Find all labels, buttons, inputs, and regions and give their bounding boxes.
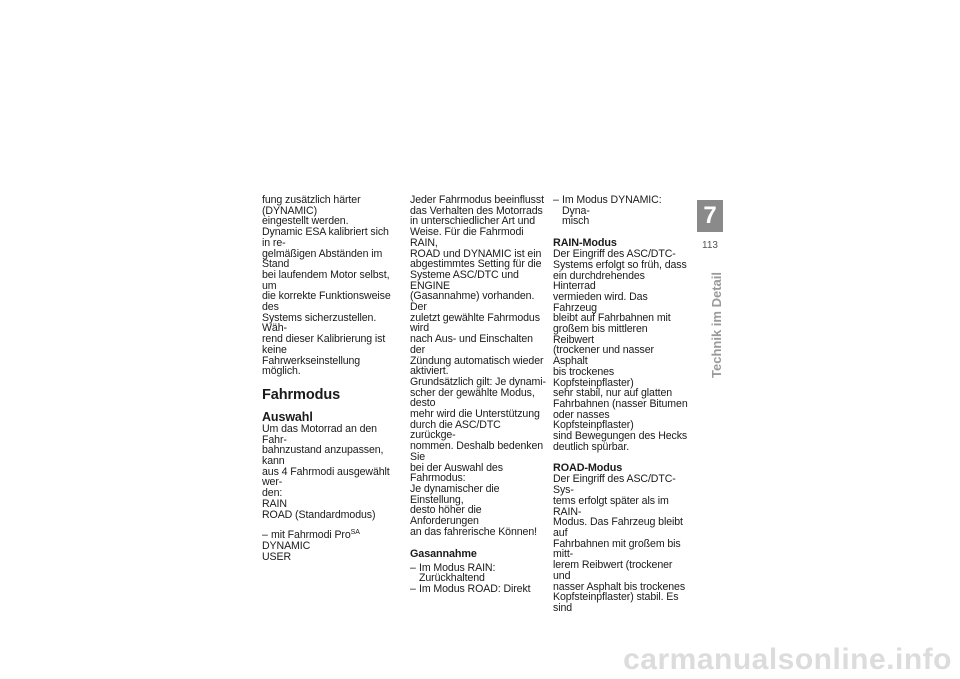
text-line: – Im Modus DYNAMIC: Dyna- — [553, 195, 689, 216]
paragraph — [553, 249, 689, 452]
text-line: Modus. Das Fahrzeug bleibt auf — [553, 516, 683, 539]
paragraph — [410, 377, 546, 538]
text-line: zuletzt gewählte Fahrmodus wird — [410, 311, 540, 335]
text-line: bei der Auswahl des Fahrmodus: — [410, 461, 503, 485]
paragraph — [262, 195, 398, 227]
section-title: Technik im Detail — [709, 272, 724, 378]
paragraph — [410, 195, 546, 377]
subsection-heading: Gasannahme — [410, 547, 477, 560]
text-line: Fahrbahnen mit großem bis mitt- — [553, 537, 681, 561]
text-line: Der Eingriff des ASC/DTC- — [553, 248, 676, 261]
text-line: das Verhalten des Motorrads — [410, 204, 543, 217]
text-line: scher der gewählte Modus, desto — [410, 386, 535, 410]
paragraph — [553, 474, 689, 613]
text-line: Kopfsteinpflaster) stabil. Es sind — [553, 591, 679, 614]
mode-item: RAIN — [262, 497, 287, 510]
text-column-3 — [553, 195, 689, 614]
text-line: eingestellt werden. — [262, 215, 349, 228]
text-line: den: — [262, 487, 283, 500]
text-line: tems erfolgt später als im RAIN- — [553, 494, 669, 518]
text-line: Zündung automatisch wieder — [410, 354, 544, 367]
watermark: carmanualsonline.info — [623, 643, 952, 676]
text-line: die korrekte Funktionsweise des — [262, 290, 391, 314]
text-line: nach Aus- und Einschalten der — [410, 333, 533, 356]
text-line: ROAD und DYNAMIC ist ein — [410, 247, 542, 260]
text-line: rend dieser Kalibrierung ist keine — [262, 333, 386, 356]
text-line: Systems sicherzustellen. Wäh- — [262, 311, 377, 335]
optional-equipment-note — [262, 530, 398, 541]
text-line: vermieden wird. Das Fahrzeug — [553, 290, 648, 314]
text-line: Um das Motorrad an den Fahr- — [262, 422, 377, 446]
subsection-heading: RAIN-Modus — [553, 237, 617, 250]
text-line: bahnzustand anzupassen, kann — [262, 444, 384, 468]
text-line: in unterschiedlicher Art und — [410, 215, 535, 228]
text-line: Weise. Für die Fahrmodi RAIN, — [410, 226, 524, 249]
text-line: (trockener und nasser Asphalt — [553, 344, 654, 368]
text-line: oder nasses Kopfsteinpflaster) — [553, 408, 634, 432]
text-line: nasser Asphalt bis trockenes — [553, 580, 686, 593]
text-line: Fahrbahnen (nasser Bitumen — [553, 397, 688, 410]
text-column-1 — [262, 195, 398, 562]
text-line: Je dynamischer die Einstellung, — [410, 482, 500, 506]
text-line: Fahrwerkseinstellung möglich. — [262, 354, 361, 378]
text-line: misch — [562, 215, 590, 228]
text-line: abgestimmtes Setting für die — [410, 258, 542, 271]
text-line: aktiviert. — [410, 365, 449, 378]
text-line: aus 4 Fahrmodi ausgewählt wer- — [262, 465, 390, 489]
list-item: – Im Modus ROAD: Direkt — [410, 584, 546, 595]
text-line: desto höher die Anforderungen — [410, 504, 482, 528]
list-item — [553, 195, 689, 227]
text-line: sehr stabil, nur auf glatten — [553, 387, 673, 400]
list-item: – Im Modus RAIN: Zurückhaltend — [410, 563, 546, 584]
text-line: Jeder Fahrmodus beeinflusst — [410, 194, 544, 206]
text-line: (Gasannahme) vorhanden. Der — [410, 290, 535, 314]
text-line: großem bis mittleren Reibwert — [553, 323, 648, 346]
mode-item: USER — [262, 550, 292, 563]
text-line: Systeme ASC/DTC und ENGINE — [410, 268, 519, 292]
text-line: sind Bewegungen des Hecks — [553, 430, 688, 443]
text-line: Dynamic ESA kalibriert sich in re- — [262, 226, 389, 249]
text-line: ein durchdrehendes Hinterrad — [553, 269, 645, 293]
text-line: gelmäßigen Abständen im Stand — [262, 247, 383, 271]
text-column-2 — [410, 195, 546, 595]
section-heading: Fahrmodus — [262, 386, 341, 403]
chapter-number: 7 — [697, 200, 723, 232]
note-text: mit Fahrmodi Pro — [271, 529, 351, 542]
mode-item: ROAD (Standardmodus) — [262, 508, 376, 521]
text-line: Der Eingriff des ASC/DTC-Sys- — [553, 473, 676, 497]
text-line: durch die ASC/DTC zurückge- — [410, 418, 501, 442]
special-equipment-mark: SA — [350, 529, 360, 537]
paragraph — [262, 227, 398, 377]
subsection-heading: Auswahl — [262, 409, 313, 424]
page-number: 113 — [702, 240, 718, 251]
paragraph — [262, 424, 398, 499]
text-line: bleibt auf Fahrbahnen mit — [553, 312, 671, 325]
text-line: deutlich spürbar. — [553, 440, 630, 453]
text-line: bei laufendem Motor selbst, um — [262, 268, 390, 292]
text-line: mehr wird die Unterstützung — [410, 408, 540, 421]
text-line: bis trockenes Kopfsteinpflaster) — [553, 365, 634, 389]
text-line: Systems erfolgt so früh, dass — [553, 258, 687, 271]
text-line: an das fahrerische Können! — [410, 525, 537, 538]
text-line: fung zusätzlich härter (DYNAMIC) — [262, 194, 361, 217]
mode-item: DYNAMIC — [262, 539, 311, 552]
text-line: Grundsätzlich gilt: Je dynami- — [410, 375, 546, 388]
text-line: nommen. Deshalb bedenken Sie — [410, 440, 544, 463]
text-line: lerem Reibwert (trockener und — [553, 559, 673, 582]
subsection-heading: ROAD-Modus — [553, 462, 623, 475]
